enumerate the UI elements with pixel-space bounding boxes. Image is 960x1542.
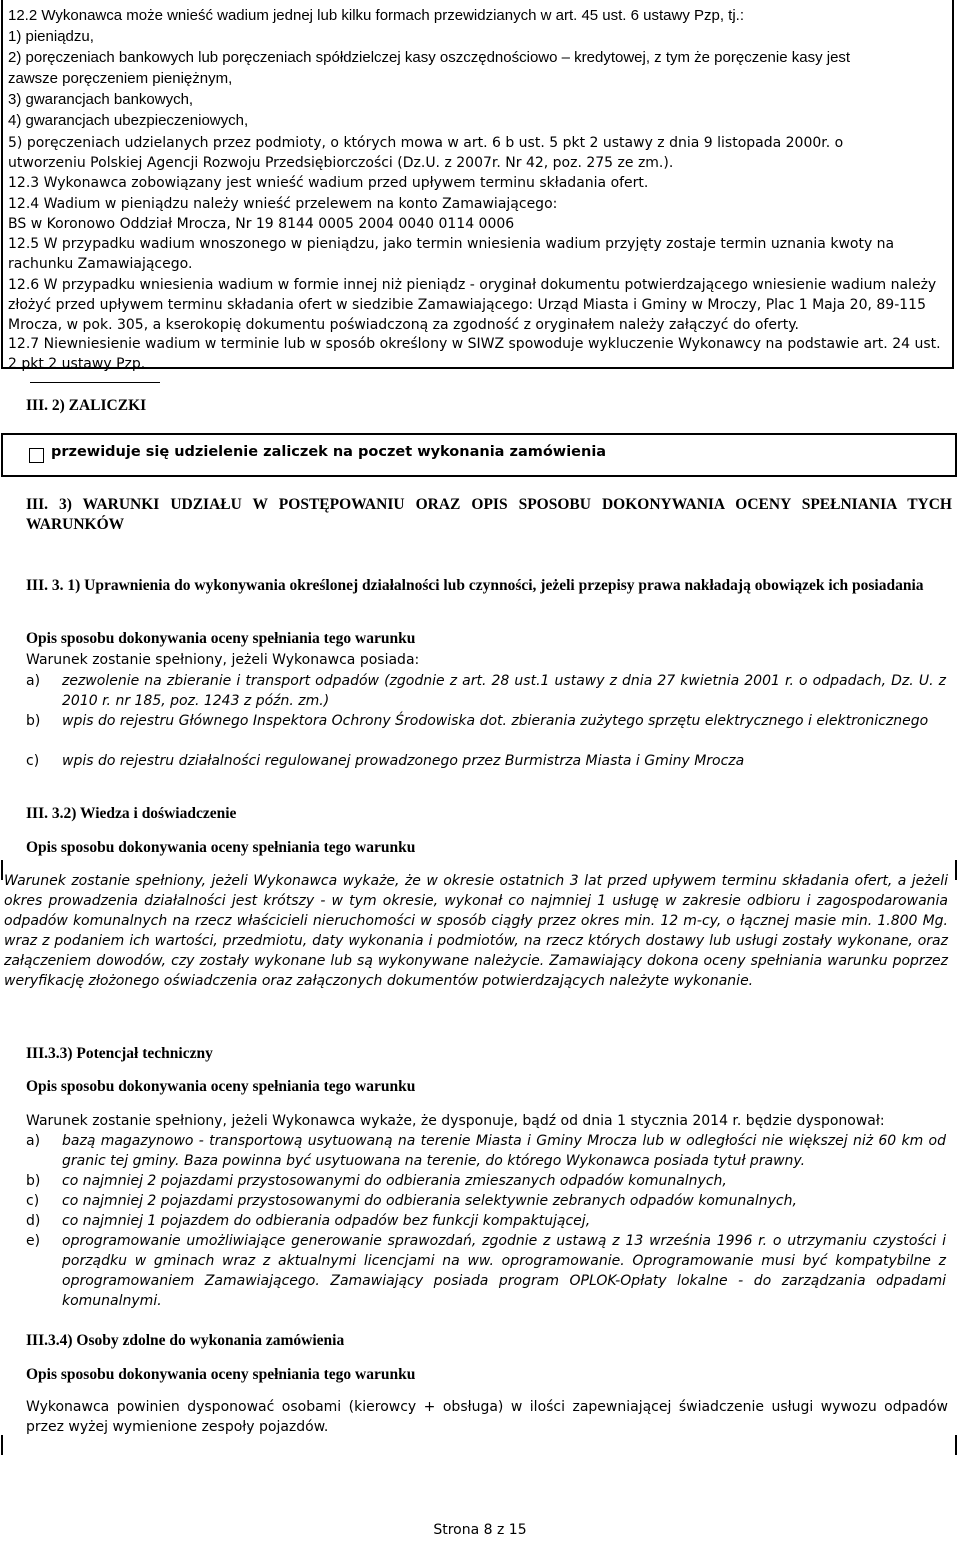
heading-zaliczki: III. 2) ZALICZKI — [26, 397, 147, 414]
heading-osoby: III.3.4) Osoby zdolne do wykonania zamówienia — [26, 1332, 345, 1349]
item-text: zezwolenie na zbieranie i transport odpadów (zgodnie z art. 28 ust.1 ustawy z dnia 27 kwietnia 2001 r. o odpadach, Dz. U. z 2010 r. nr 185, poz. 1243 z późn. zm.) — [62, 673, 946, 709]
item-text: co najmniej 2 pojazdami przystosowanymi do odbierania zmieszanych odpadów komunalnych, — [62, 1173, 727, 1189]
wiedza-text: Warunek zostanie spełniony, jeżeli Wykonawca wykaże, że w okresie ostatnich 3 lat przed upływem terminu składania ofert, a jeżeli okres prowadzenia działalności jest krótszy - w tym okresie, wykonał co najmniej 1 usługę w zakresie odbioru i zagospodarowania odpadów komunalnych na rzecz właścicieli nieruchomości w sposób ciągły przez okres min. 12 m-cy, o łącznej masie min. 1.800 Mg. wraz z podaniem ich wartości, przedmiotu, daty wykonania i podmiotów, na rzecz których dostawy lub usługi zostały wykonane, oraz załączeniem dowodów, czy zostały wykonane lub są wykonywane należycie. Zamawiający dokona oceny spełniania warunku poprzez weryfikację złożonego oświadczenia oraz załączonych dokumentów potwierdzających należyte wykonanie. — [4, 873, 948, 989]
item-letter: e) — [26, 1233, 41, 1249]
text-item-2: 2) poręczeniach bankowych lub poręczeniach spółdzielczej kasy oszczędnościowo – kredytowej, z tym że poręczenie kasy jest — [8, 49, 851, 66]
checkbox-label: przewiduje się udzielenie zaliczek na poczet wykonania zamówienia — [51, 444, 607, 460]
text-item-3: 3) gwarancjach bankowych, — [8, 91, 194, 108]
border-left — [1, 1435, 3, 1455]
item-letter: b) — [26, 713, 41, 729]
item-letter: d) — [26, 1213, 41, 1229]
item-letter: a) — [26, 1133, 41, 1149]
item-letter: a) — [26, 673, 41, 689]
text-12-7: 12.7 Niewniesienie wadium w terminie lub w sposób określony w SIWZ spowoduje wykluczenie Wykonawcy na podstawie art. 24 ust. 2 pkt 2 ustawy Pzp. — [8, 336, 941, 372]
divider — [30, 382, 160, 383]
opis-heading-2: Opis sposobu dokonywania oceny spełniania tego warunku — [26, 839, 416, 856]
item-text: co najmniej 2 pojazdami przystosowanymi do odbierania selektywnie zebranych odpadów komunalnych, — [62, 1193, 797, 1209]
opis-heading-1: Opis sposobu dokonywania oceny spełniania tego warunku — [26, 630, 416, 647]
page-number: Strona 8 z 15 — [433, 1522, 527, 1538]
item-text: wpis do rejestru działalności regulowanej prowadzonego przez Burmistrza Miasta i Gminy Mrocza — [62, 753, 745, 769]
text-item-4: 4) gwarancjach ubezpieczeniowych, — [8, 112, 249, 129]
border-right — [955, 1435, 957, 1455]
text-item-1: 1) pieniądzu, — [8, 28, 94, 45]
heading-potencjal: III.3.3) Potencjał techniczny — [26, 1045, 213, 1062]
border-left — [1, 860, 3, 880]
item-letter: c) — [26, 1193, 40, 1209]
zaliczki-box — [1, 433, 957, 477]
opis-heading-4: Opis sposobu dokonywania oceny spełniania tego warunku — [26, 1366, 416, 1383]
text-item-5-cont: utworzeniu Polskiej Agencji Rozwoju Przedsiębiorczości (Dz.U. z 2007r. Nr 42, poz. 275 ze zm.). — [8, 155, 674, 171]
osoby-text: Wykonawca powinien dysponować osobami (kierowcy + obsługa) w ilości zapewniającej świadczenie usługi wywozu odpadów przez wyżej wymienione zespoły pojazdów. — [26, 1399, 948, 1435]
checkbox-zaliczki[interactable] — [29, 448, 44, 463]
text-12-2: 12.2 Wykonawca może wnieść wadium jednej lub kilku formach przewidzianych w art. 45 ust. 6 ustawy Pzp, tj.: — [8, 7, 745, 24]
text-12-4: 12.4 Wadium w pieniądzu należy wnieść przelewem na konto Zamawiającego: — [8, 196, 558, 212]
item-text: oprogramowanie umożliwiające generowanie sprawozdań, zgodnie z ustawą z 13 września 1996 r. o utrzymaniu czystości i porządku w gminach wraz z aktualnymi licencjami na ww. oprogramowanie. Oprogramowanie musi być kompatybilne z oprogramowaniem Zamawiającego. Zamawiający posiada program OPLOK-Opłaty lokalne - do zarządzania odpadami komunalnymi. — [62, 1233, 946, 1309]
text-item-2-cont: zawsze poręczeniem pieniężnym, — [8, 70, 233, 87]
warunek-intro-1: Warunek zostanie spełniony, jeżeli Wykonawca posiada: — [26, 652, 420, 668]
item-letter: b) — [26, 1173, 41, 1189]
item-text: co najmniej 1 pojazdem do odbierania odpadów bez funkcji kompaktującej, — [62, 1213, 591, 1229]
item-text: bazą magazynowo - transportową usytuowaną na terenie Miasta i Gminy Mrocza lub w odległości nie większej niż 60 km od granic tej gminy. Baza powinna być usytuowana na terenie, do którego Wykonawca posiada tytuł prawny. — [62, 1133, 946, 1169]
heading-wiedza: III. 3.2) Wiedza i doświadczenie — [26, 805, 237, 822]
item-text: wpis do rejestru Głównego Inspektora Ochrony Środowiska dot. zbierania zużytego sprzętu elektrycznego i elektronicznego — [62, 713, 929, 729]
text-item-5: 5) poręczeniach udzielanych przez podmioty, o których mowa w art. 6 b ust. 5 pkt 2 ustawy z dnia 9 listopada 2000r. o — [8, 135, 844, 151]
border-right — [955, 860, 957, 880]
heading-warunki: III. 3) WARUNKI UDZIAŁU W POSTĘPOWANIU ORAZ OPIS SPOSOBU DOKONYWANIA OCENY SPEŁNIANIA TYCH WARUNKÓW — [26, 496, 952, 533]
text-12-6: 12.6 W przypadku wniesienia wadium w formie innej niż pieniądz - oryginał dokumentu potwierdzającego wniesienie wadium należy złożyć przed upływem terminu składania ofert w siedzibie Zamawiającego: Urząd Miasta i Gminy w Mroczy, Plac 1 Maja 20, 89-115 Mrocza, w pok. 305, a kserokopię dokumentu poświadczoną za zgodność z oryginałem należy załączyć do oferty. — [8, 277, 937, 333]
heading-uprawnienia: III. 3. 1) Uprawnienia do wykonywania określonej działalności lub czynności, jeżeli przepisy prawa nakładają obowiązek ich posiadania — [26, 577, 924, 594]
warunek-intro-3: Warunek zostanie spełniony, jeżeli Wykonawca wykaże, że dysponuje, bądź od dnia 1 stycznia 2014 r. będzie dysponował: — [26, 1113, 885, 1129]
bank-account: BS w Koronowo Oddział Mrocza, Nr 19 8144 0005 2004 0040 0114 0006 — [8, 216, 515, 232]
item-letter: c) — [26, 753, 40, 769]
opis-heading-3: Opis sposobu dokonywania oceny spełniania tego warunku — [26, 1078, 416, 1095]
text-12-3: 12.3 Wykonawca zobowiązany jest wnieść wadium przed upływem terminu składania ofert. — [8, 175, 649, 191]
text-12-5: 12.5 W przypadku wadium wnoszonego w pieniądzu, jako termin wniesienia wadium przyjęty zostaje termin uznania kwoty na rachunku Zamawiającego. — [8, 236, 895, 272]
